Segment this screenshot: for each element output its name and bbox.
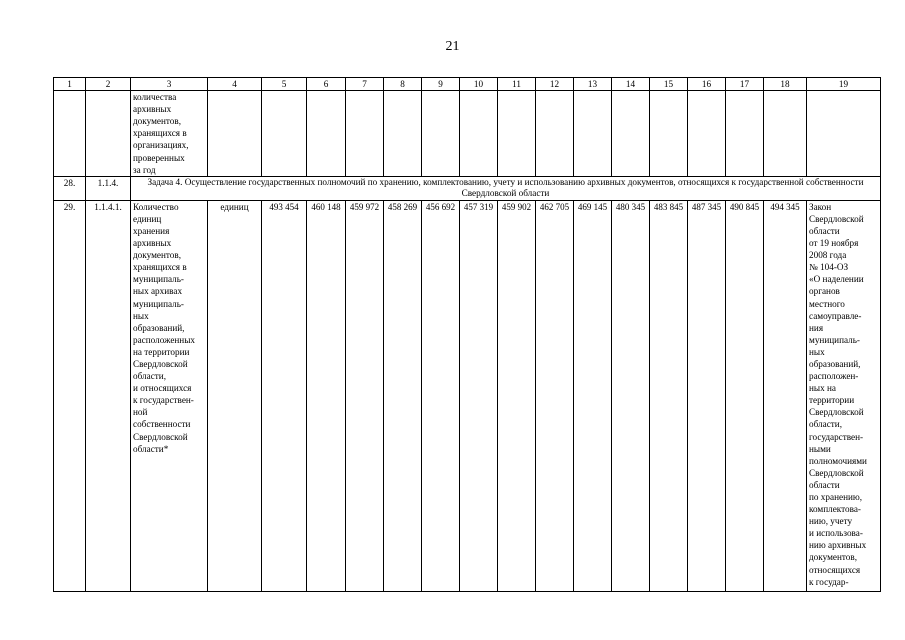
header-cell: 1 xyxy=(54,78,86,91)
value-cell: 456 692 xyxy=(422,200,460,591)
indicator-name: Количество единиц хранения архивных документов, хранящихся в муниципаль- ных архивах муниципаль- ных образований, расположенных на территории Свердловской области, и относящихся к государствен- ной собственности Свердловской области* xyxy=(131,200,208,591)
header-cell: 8 xyxy=(384,78,422,91)
table-cell xyxy=(764,91,807,177)
task-title: Задача 4. Осуществление государственных полномочий по хранению, комплектованию, учету и использованию архивных документов, относящихся к государственной собственности Свердловской области xyxy=(131,176,881,200)
header-cell: 5 xyxy=(262,78,307,91)
continuation-row xyxy=(54,91,881,177)
header-cell: 17 xyxy=(726,78,764,91)
table-cell xyxy=(574,91,612,177)
value-cell: 460 148 xyxy=(307,200,346,591)
header-cell: 4 xyxy=(208,78,262,91)
task-row xyxy=(54,176,881,200)
header-cell: 14 xyxy=(612,78,650,91)
table-cell xyxy=(612,91,650,177)
header-cell: 16 xyxy=(688,78,726,91)
table-cell xyxy=(688,91,726,177)
table-cell xyxy=(86,91,131,177)
header-cell: 11 xyxy=(498,78,536,91)
value-cell: 487 345 xyxy=(688,200,726,591)
value-cell: 480 345 xyxy=(612,200,650,591)
table-cell xyxy=(346,91,384,177)
header-cell: 6 xyxy=(307,78,346,91)
value-cell: 458 269 xyxy=(384,200,422,591)
value-cell: 494 345 xyxy=(764,200,807,591)
header-cell: 13 xyxy=(574,78,612,91)
header-cell: 9 xyxy=(422,78,460,91)
indicator-row xyxy=(54,200,881,591)
table-cell xyxy=(650,91,688,177)
value-cell: 457 319 xyxy=(460,200,498,591)
value-cell: 459 902 xyxy=(498,200,536,591)
row-code: 1.1.4. xyxy=(86,176,131,200)
header-cell: 19 xyxy=(807,78,881,91)
table-cell xyxy=(262,91,307,177)
value-cell: 490 845 xyxy=(726,200,764,591)
table-cell xyxy=(498,91,536,177)
value-cell: 493 454 xyxy=(262,200,307,591)
value-cell: 459 972 xyxy=(346,200,384,591)
table-cell xyxy=(807,91,881,177)
header-cell: 3 xyxy=(131,78,208,91)
value-cell: 462 705 xyxy=(536,200,574,591)
table-cell xyxy=(422,91,460,177)
header-cell: 2 xyxy=(86,78,131,91)
indicator-continuation: количества архивных документов, хранящихся в организациях, проверенных за год xyxy=(131,91,208,177)
header-cell: 18 xyxy=(764,78,807,91)
unit-cell: единиц xyxy=(208,200,262,591)
header-cell: 7 xyxy=(346,78,384,91)
table-cell xyxy=(536,91,574,177)
indicators-table xyxy=(53,77,881,592)
table-cell xyxy=(307,91,346,177)
table-cell xyxy=(208,91,262,177)
header-cell: 12 xyxy=(536,78,574,91)
header-cell: 10 xyxy=(460,78,498,91)
row-code: 1.1.4.1. xyxy=(86,200,131,591)
table-cell xyxy=(726,91,764,177)
row-number: 29. xyxy=(54,200,86,591)
header-cell: 15 xyxy=(650,78,688,91)
table-cell xyxy=(384,91,422,177)
row-number: 28. xyxy=(54,176,86,200)
page-number: 21 xyxy=(445,39,460,54)
table-cell xyxy=(460,91,498,177)
value-cell: 483 845 xyxy=(650,200,688,591)
table-cell xyxy=(54,91,86,177)
header-row xyxy=(54,78,881,91)
value-cell: 469 145 xyxy=(574,200,612,591)
legal-basis-cell: Закон Свердловской области от 19 ноября 2008 года № 104-ОЗ «О наделении органов местного самоуправле- ния муниципаль- ных образований, расположен- ных на территории Свердловской области, государствен- ными полномочиями Свердловской области по хранению, комплектова- нию, учету и использова- нию архивных документов, относящихся к государ- xyxy=(807,200,881,591)
